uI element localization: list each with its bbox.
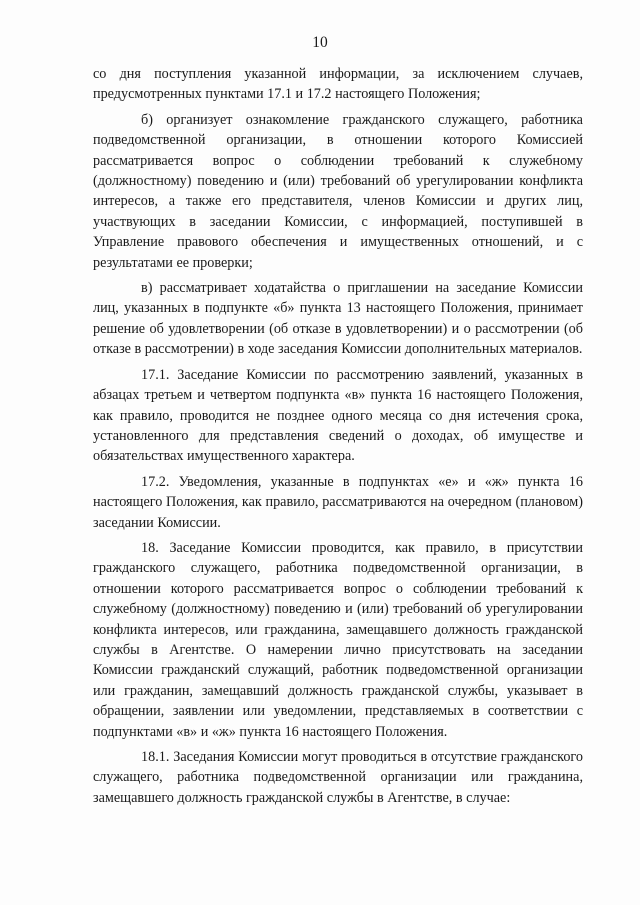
- paragraph-18-1: 18.1. Заседания Комиссии могут проводиться в отсутствие гражданского служащего, работника подведомственной организации или гражданина, замещавшего должность гражданской службы в Агентстве, в случае:: [93, 749, 583, 806]
- paragraph-17-1: 17.1. Заседание Комиссии по рассмотрению заявлений, указанных в абзацах третьем и четвертом подпункта «в» пункта 16 настоящего Положения, как правило, проводится не позднее одного месяца со дня истечения срока, установленного для представления сведений о доходах, об имуществе и обязательствах имущественного характера.: [93, 366, 583, 465]
- page-number: 10: [312, 34, 328, 51]
- paragraph-continuation: со дня поступления указанной информации, за исключением случаев, предусмотренных пунктами 17.1 и 17.2 настоящего Положения;: [93, 66, 583, 103]
- document-body: [93, 64, 583, 808]
- paragraph-17-2: 17.2. Уведомления, указанные в подпунктах «е» и «ж» пункта 16 настоящего Положения, как правило, рассматриваются на очередном (плановом) заседании Комиссии.: [93, 473, 583, 531]
- paragraph-subitem-v: в) рассматривает ходатайства о приглашении на заседание Комиссии лиц, указанных в подпункте «б» пункта 13 настоящего Положения, принимает решение об удовлетворении (об отказе в удовлетворении) и о рассмотрении (об отказе в рассмотрении) в ходе заседания Комиссии дополнительных материалов.: [93, 280, 583, 358]
- paragraph-18: 18. Заседание Комиссии проводится, как правило, в присутствии гражданского служащего, работника подведомственной организации, в отношении которого рассматривается вопрос о соблюдении требований к служебному (должностному) поведению и (или) требований об урегулировании конфликта интересов, или гражданина, замещавшего должность гражданской службы в Агентстве. О намерении лично присутствовать на заседании Комиссии гражданский служащий, работник подведомственной организации или гражданин, замещавший должность гражданской службы, указывает в обращении, заявлении или уведомлении, представляемых в соответствии с подпунктами «в» и «ж» пункта 16 настоящего Положения.: [93, 539, 583, 740]
- paragraph-subitem-b: б) организует ознакомление гражданского служащего, работника подведомственной организации, в отношении которого Комиссией рассматривается вопрос о соблюдении требований к служебному (должностному) поведению и (или) требований об урегулировании конфликта интересов, а также его представителя, членов Комиссии и других лиц, участвующих в заседании Комиссии, с информацией, поступившей в Управление правового обеспечения и имущественных отношений, и с результатами ее проверки;: [93, 111, 583, 271]
